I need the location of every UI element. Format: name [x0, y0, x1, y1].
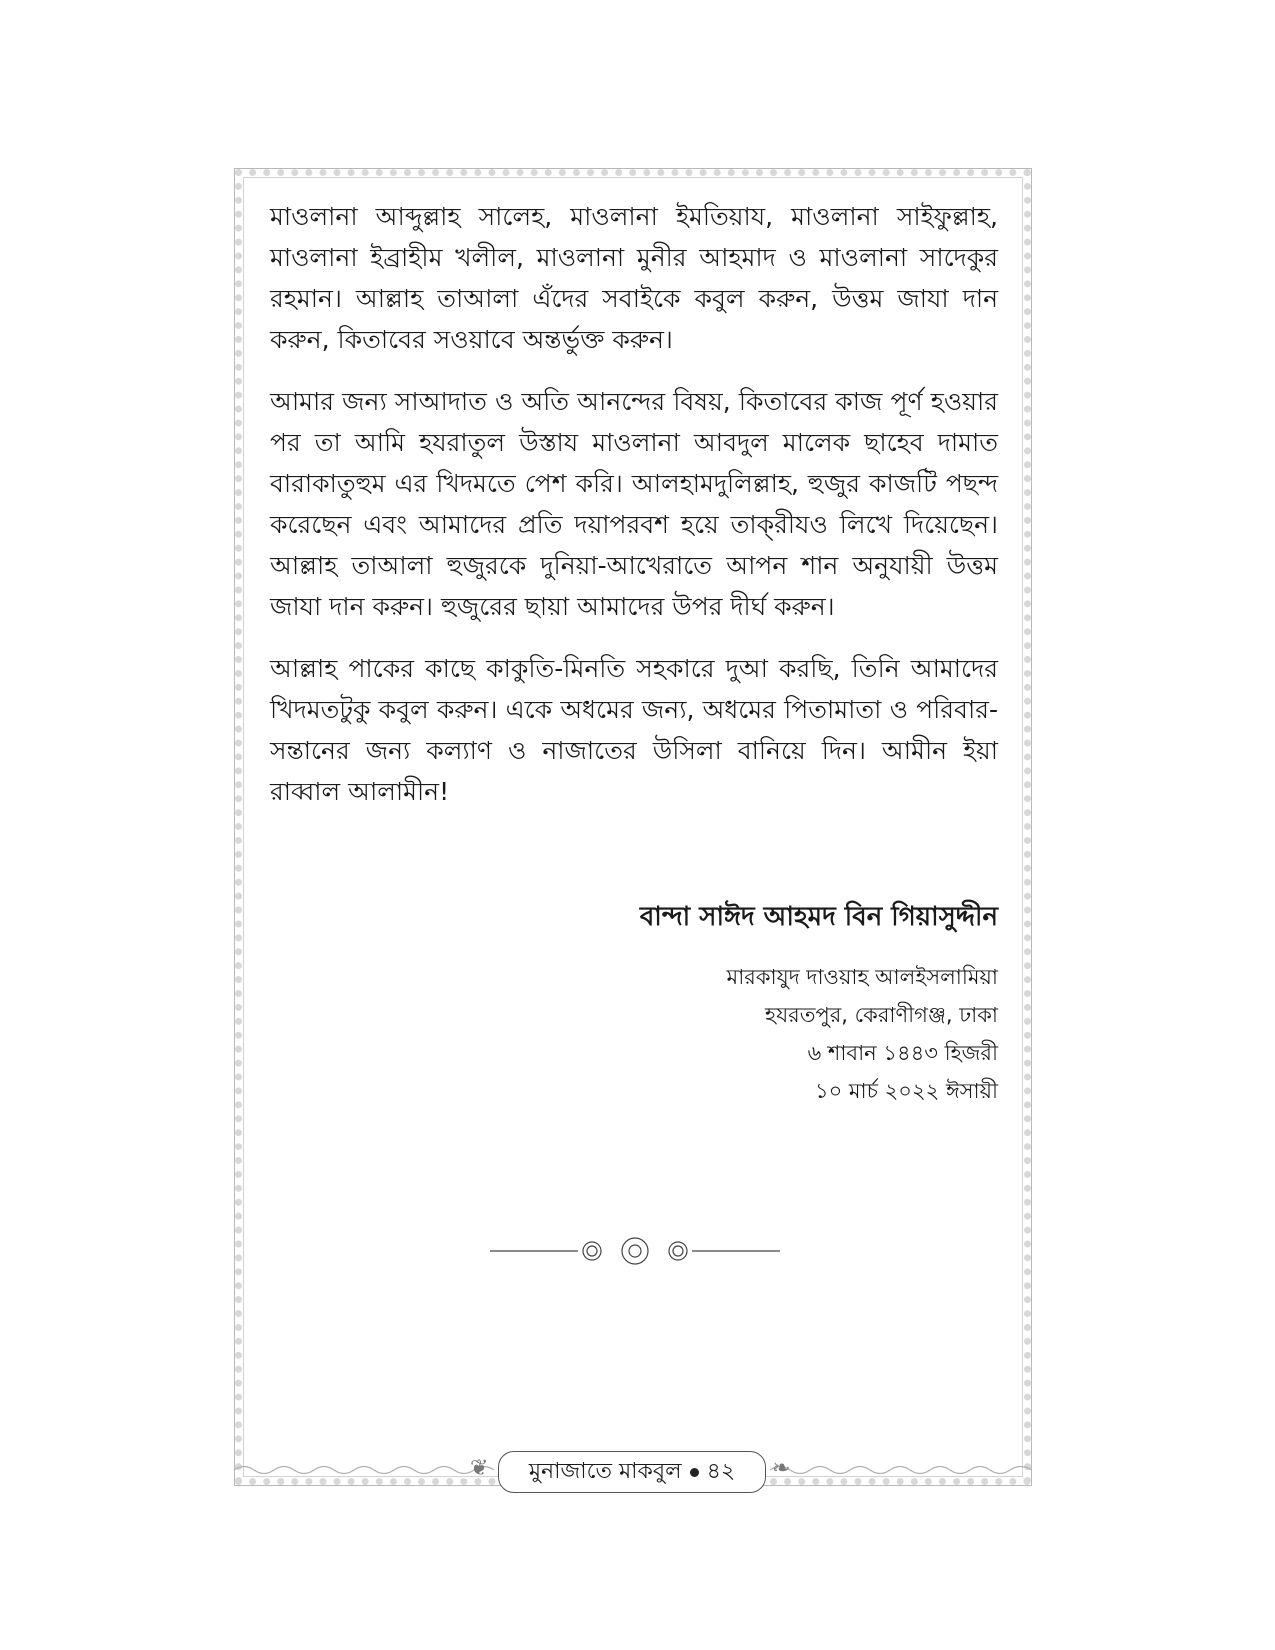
main-text [270, 196, 998, 833]
author-name: বান্দা সাঈদ আহমদ বিন গিয়াসুদ্দীন [639, 902, 998, 932]
book-title: মুনাজাতে মাকবুল [528, 1458, 682, 1484]
paragraph-dua: আল্লাহ পাকের কাছে কাকুতি-মিনতি সহকারে দুআ করছি, তিনি আমাদের খিদমতটুকু কবুল করুন। একে অধমের জন্য, অধমের পিতামাতা ও পরিবার-সন্তানের জন্য কল্যাণ ও নাজাতের উসিলা বানিয়ে দিন। আমীন ইয়া রাব্বাল আলামীন! [270, 654, 998, 806]
hijri-date: ৬ শাবান ১৪৪৩ হিজরী [807, 1041, 998, 1065]
bullet-dot-icon [690, 1468, 699, 1477]
running-footer [498, 1451, 766, 1493]
paragraph-acknowledgement: মাওলানা আব্দুল্লাহ সালেহ, মাওলানা ইমতিয়ায, মাওলানা সাইফুল্লাহ, মাওলানা ইব্রাহীম খলীল, মাওলানা মুনীর আহমাদ ও মাওলানা সাদেকুর রহমান। আল্লাহ তাআলা এঁদের সবাইকে কবুল করুন, উত্তম জাযা দান করুন, কিতাবের সওয়াবে অন্তর্ভুক্ত করুন। [270, 202, 998, 354]
gregorian-date: ১০ মার্চ ২০২২ ঈসায়ী [814, 1079, 998, 1103]
signature-block [640, 896, 998, 1110]
swirl-ornament-icon: ❦ [470, 1456, 489, 1481]
page-number: ৪২ [706, 1458, 736, 1484]
floral-rosette-icon [583, 1238, 687, 1264]
paragraph-review: আমার জন্য সাআদাত ও অতি আনন্দের বিষয়, কিতাবের কাজ পূর্ণ হওয়ার পর তা আমি হযরাতুল উস্তায মাওলানা আবদুল মালেক ছাহেব দামাত বারাকাতুহুম এর খিদমতে পেশ করি। আলহামদুলিল্লাহ, হুজুর কাজটি পছন্দ করেছেন এবং আমাদের প্রতি দয়াপরবশ হয়ে তাক্‌রীযও লিখে দিয়েছেন। আল্লাহ তাআলা হুজুরকে দুনিয়া-আখেরাতে আপন শান অনুযায়ী উত্তম জাযা দান করুন। হুজুরের ছায়া আমাদের উপর দীর্ঘ করুন। [270, 387, 998, 621]
address-line: হযরতপুর, কেরাণীগঞ্জ, ঢাকা [765, 1003, 998, 1027]
institution-name: মারকাযুদ দাওয়াহ আলইসলামিয়া [726, 965, 998, 989]
floral-divider [490, 1236, 780, 1266]
swirl-ornament-icon: ❧ [772, 1456, 791, 1481]
